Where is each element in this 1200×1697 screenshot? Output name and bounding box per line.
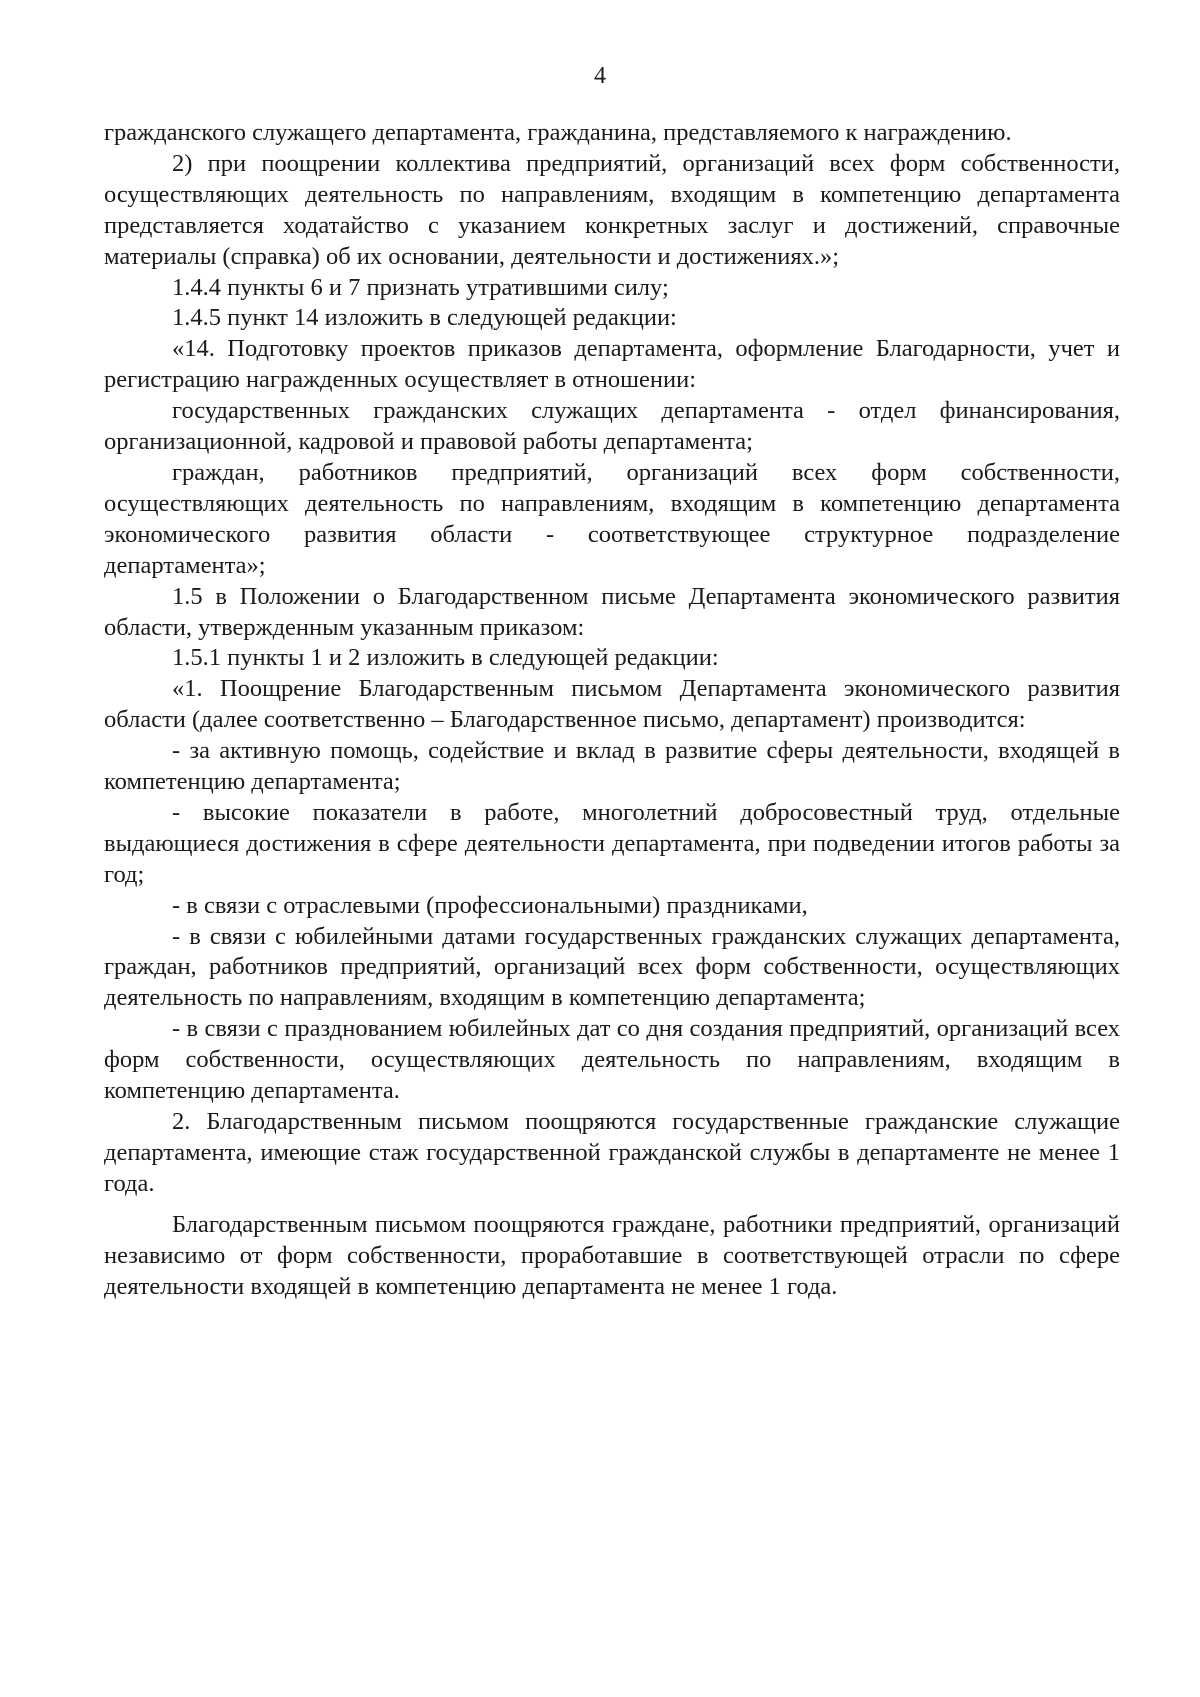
paragraph-9: 1.5.1 пункты 1 и 2 изложить в следующей редакции: xyxy=(172,644,719,672)
paragraph-4: 1.4.5 пункт 14 изложить в следующей редакции: xyxy=(172,304,677,332)
paragraph-7: граждан, работников предприятий, организаций всех форм собственности, осуществляющих деятельность по направлениям, входящим в компетенцию департамента экономического развития области - соответствующее структурное подразделение департамента»; xyxy=(104,458,1120,579)
document-body xyxy=(104,118,1120,1302)
paragraph-3: 1.4.4 пункты 6 и 7 признать утратившими силу; xyxy=(172,273,669,301)
paragraph-16: 2. Благодарственным письмом поощряются государственные гражданские служащие департамента, имеющие стаж государственной гражданской службы в департаменте не менее 1 года. xyxy=(104,1108,1120,1197)
paragraph-12: - высокие показатели в работе, многолетний добросовестный труд, отдельные выдающиеся достижения в сфере деятельности департамента, при подведении итогов работы за год; xyxy=(104,798,1120,888)
paragraph-2: 2) при поощрении коллектива предприятий, организаций всех форм собственности, осуществляющих деятельность по направлениям, входящим в компетенцию департамента представляется ходатайство с указанием конкретных заслуг и достижений, справочные материалы (справка) об их основании, деятельности и достижениях.»; xyxy=(104,149,1120,270)
page-number: 4 xyxy=(594,63,606,89)
paragraph-6: государственных гражданских служащих департамента - отдел финансирования, организационной, кадровой и правовой работы департамента; xyxy=(104,397,1120,456)
paragraph-5: «14. Подготовку проектов приказов департамента, оформление Благодарности, учет и регистрацию награжденных осуществляет в отношении: xyxy=(104,335,1120,394)
paragraph-17: Благодарственным письмом поощряются граждане, работники предприятий, организаций независимо от форм собственности, проработавшие в соответствующей отрасли по сфере деятельности входящей в компетенцию департамента не менее 1 года. xyxy=(104,1210,1120,1300)
paragraph-10: «1. Поощрение Благодарственным письмом Департамента экономического развития области (далее соответственно – Благодарственное письмо, департамент) производится: xyxy=(104,675,1120,734)
paragraph-14: - в связи с юбилейными датами государственных гражданских служащих департамента, граждан, работников предприятий, организаций всех форм собственности, осуществляющих деятельность по направлениям, входящим в компетенцию департамента; xyxy=(104,922,1120,1012)
paragraph-15: - в связи с празднованием юбилейных дат со дня создания предприятий, организаций всех форм собственности, осуществляющих деятельность по направлениям, входящим в компетенцию департамента. xyxy=(104,1015,1120,1105)
paragraph-13: - в связи с отраслевыми (профессиональными) праздниками, xyxy=(172,891,808,919)
paragraph-1: гражданского служащего департамента, гражданина, представляемого к награждению. xyxy=(104,119,1012,146)
paragraph-8: 1.5 в Положении о Благодарственном письме Департамента экономического развития области, утвержденным указанным приказом: xyxy=(104,582,1120,641)
paragraph-11: - за активную помощь, содействие и вклад в развитие сферы деятельности, входящей в компетенцию департамента; xyxy=(104,737,1120,796)
